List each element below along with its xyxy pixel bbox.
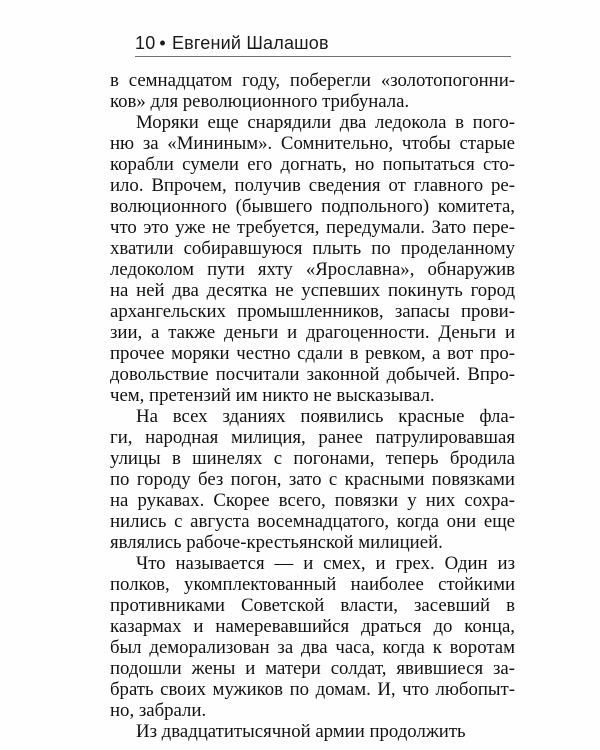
text-line: корабли сумели его догнать, но попытаться сто- bbox=[110, 154, 515, 175]
text-line: ило. Впрочем, получив сведения от главного ре- bbox=[110, 175, 515, 196]
header-separator: • bbox=[159, 33, 166, 53]
text-line: противниками Советской власти, засевший в bbox=[110, 595, 515, 616]
text-line: являлись рабоче-крестьянской милицией. bbox=[110, 532, 443, 553]
page-number: 10 bbox=[135, 33, 156, 53]
text-line: хватили собиравшуюся плыть по проделанному bbox=[110, 238, 515, 259]
text-line: полков, укомплектованный наиболее стойкими bbox=[110, 574, 515, 595]
text-line: чем, претензий им никто не высказывал. bbox=[110, 385, 435, 406]
text-line: Что называется — и смех, и грех. Один из bbox=[136, 553, 515, 574]
text-line: казармах и намеревавшийся драться до конца, bbox=[110, 616, 515, 637]
running-header bbox=[135, 33, 329, 54]
text-line: архангельских промышленников, запасы прови- bbox=[110, 301, 515, 322]
text-line: по городу без погон, зато с красными повязками bbox=[110, 469, 515, 490]
text-line: прочее моряки честно сдали в ревком, а вот про- bbox=[110, 343, 515, 364]
text-line: на рукавах. Скорее всего, повязки у них сохра- bbox=[110, 490, 515, 511]
text-line: волюционного (бывшего подпольного) комитета, bbox=[110, 196, 515, 217]
text-line: ледоколом пути яхту «Ярославна», обнаружив bbox=[110, 259, 515, 280]
text-line: на ней два десятка не успевших покинуть город bbox=[110, 280, 515, 301]
text-line: подошли жены и матери солдат, явившиеся за- bbox=[110, 658, 515, 679]
text-line: в семнадцатом году, поберегли «золотопогонни- bbox=[110, 70, 515, 91]
text-line: зии, а также деньги и драгоценности. Деньги и bbox=[110, 322, 515, 343]
text-line: брать своих мужиков по домам. И, что любопыт- bbox=[110, 679, 515, 700]
text-line: нились с августа восемнадцатого, когда они еще bbox=[110, 511, 515, 532]
text-line: Моряки еще снарядили два ледокола в пого- bbox=[136, 112, 515, 133]
text-line: довольствие посчитали законной добычей. Впро- bbox=[110, 364, 515, 385]
text-line: На всех зданиях появились красные фла- bbox=[136, 406, 515, 427]
header-rule bbox=[135, 56, 511, 57]
text-line: что это уже не требуется, передумали. Зато пере- bbox=[110, 217, 515, 238]
text-line: был деморализован за два часа, когда к воротам bbox=[110, 637, 515, 658]
header-author: Евгений Шалашов bbox=[171, 33, 329, 53]
text-line: но, забрали. bbox=[110, 700, 207, 721]
text-line: ги, народная милиция, ранее патрулировавшая bbox=[110, 427, 515, 448]
text-line: Из двадцатитысячной армии продолжить bbox=[136, 721, 466, 742]
text-line: ню за «Мининым». Сомнительно, чтобы старые bbox=[110, 133, 515, 154]
text-line: ков» для революционного трибунала. bbox=[110, 91, 410, 112]
text-line: улицы в шинелях с погонами, теперь бродила bbox=[110, 448, 515, 469]
